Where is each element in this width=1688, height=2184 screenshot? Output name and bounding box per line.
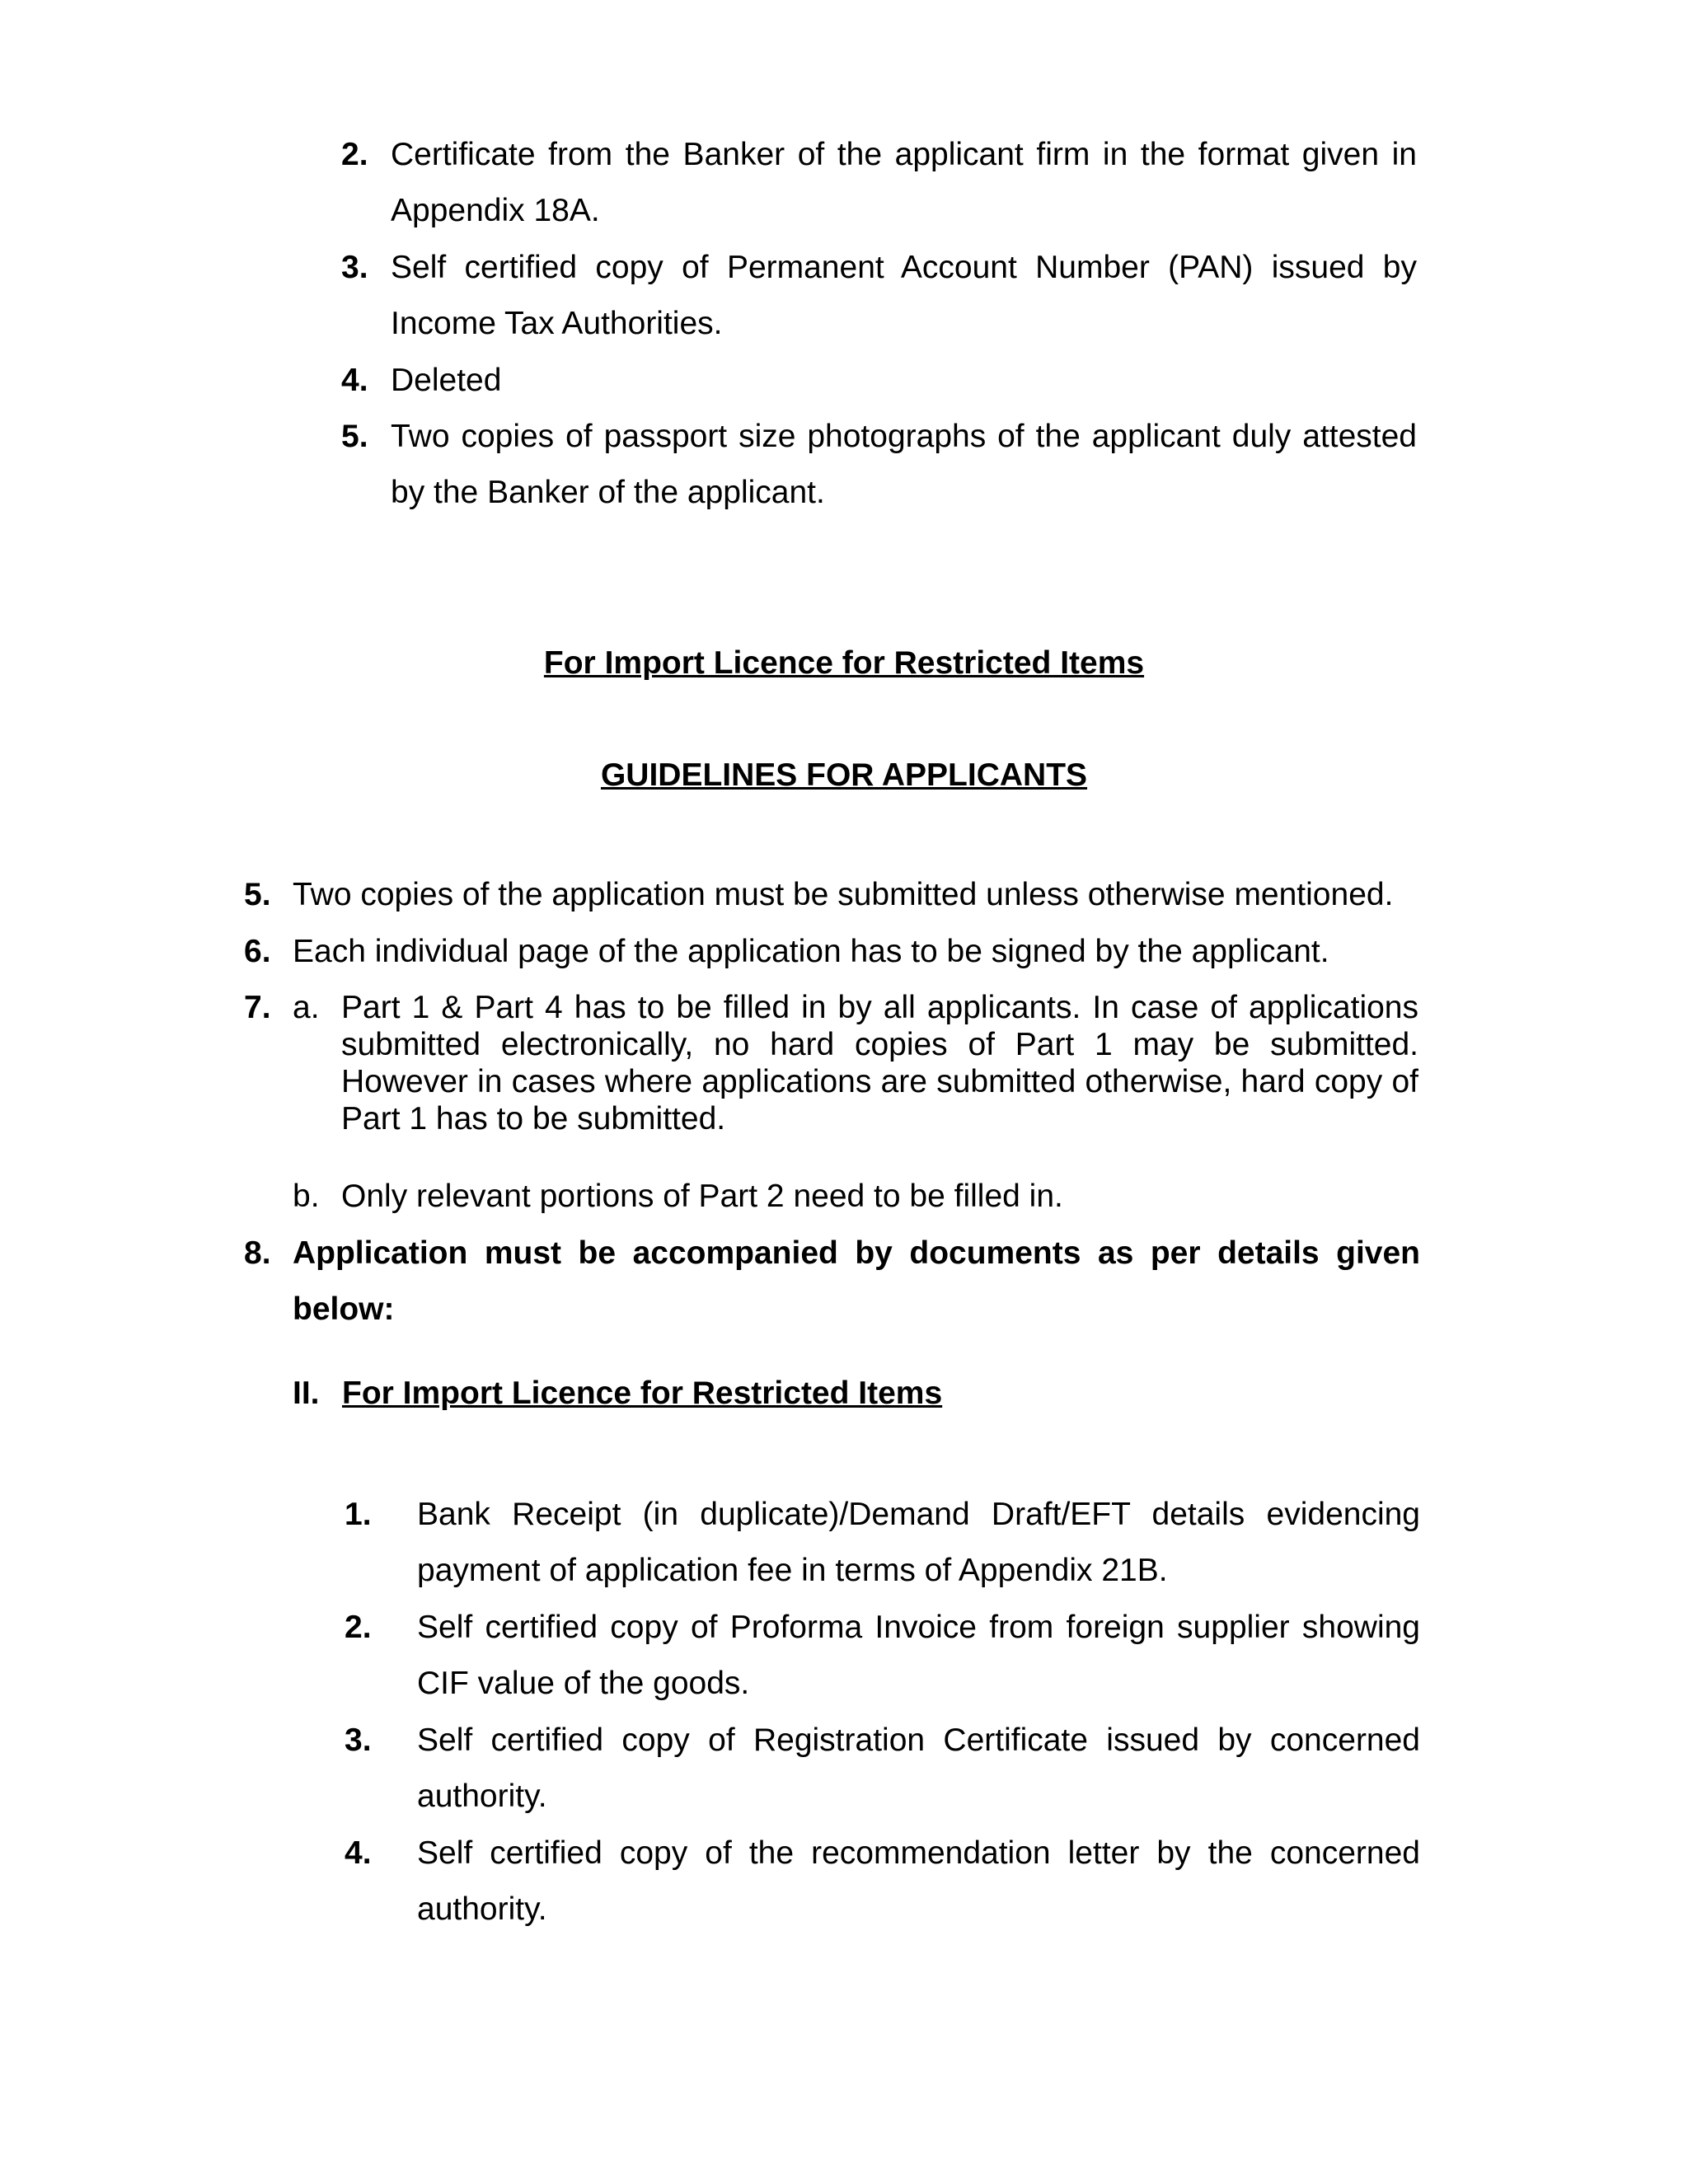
list-number: 3. (341, 250, 368, 285)
list-text: Two copies of the application must be submitted unless otherwise mentioned. (293, 877, 1394, 912)
list-number: 2. (345, 1610, 372, 1645)
list-item (345, 1600, 1424, 1715)
subitem-text: Part 1 & Part 4 has to be filled in by all applicants. In case of applications submitted electronically, no hard copies of Part 1 may be submitted. However in cases where applications are submitted otherwise, hard copy of Part 1 has to be submitted. (341, 990, 1418, 1137)
subitem-label: a. (293, 990, 320, 1025)
guideline-item (244, 924, 1423, 982)
list-item (345, 1825, 1424, 1941)
list-number: 7. (244, 990, 271, 1025)
list-number: 4. (345, 1835, 372, 1871)
list-number: 2. (341, 137, 368, 172)
roman-numeral: II. (293, 1376, 320, 1411)
list-number: 5. (341, 419, 368, 454)
list-number: 4. (341, 363, 368, 398)
list-item (341, 240, 1421, 355)
section-heading: For Import Licence for Restricted Items (543, 645, 1145, 681)
list-text: Deleted (391, 363, 502, 398)
list-number: 3. (345, 1722, 372, 1758)
guidelines-heading: GUIDELINES FOR APPLICANTS (600, 757, 1088, 793)
guideline-subitem (293, 989, 1422, 1137)
list-item (341, 127, 1421, 242)
list-number: 6. (244, 934, 271, 969)
subsection-title: For Import Licence for Restricted Items (342, 1376, 943, 1411)
list-text: Two copies of passport size photographs of the applicant duly attested by the Banker of the applicant. (391, 419, 1417, 510)
list-text: Self certified copy of Registration Certificate issued by concerned authority. (417, 1722, 1420, 1814)
subitem-label: b. (293, 1179, 320, 1214)
guideline-item (244, 1226, 1423, 1341)
guideline-item (244, 867, 1423, 925)
subitem-text: Only relevant portions of Part 2 need to be filled in. (341, 1179, 1063, 1214)
list-item (341, 353, 1421, 410)
list-number: 5. (244, 877, 271, 912)
list-item (345, 1713, 1424, 1828)
list-item (345, 1487, 1424, 1602)
list-number: 1. (345, 1497, 372, 1532)
list-text: Self certified copy of the recommendation letter by the concerned authority. (417, 1835, 1420, 1927)
list-text: Application must be accompanied by documents as per details given below: (293, 1235, 1420, 1327)
list-text: Certificate from the Banker of the applicant firm in the format given in Appendix 18A. (391, 137, 1417, 228)
list-text: Self certified copy of Permanent Account Number (PAN) issued by Income Tax Authorities. (391, 250, 1417, 341)
list-number: 8. (244, 1235, 271, 1271)
guideline-subitem (293, 1169, 1422, 1226)
list-text: Self certified copy of Proforma Invoice from foreign supplier showing CIF value of the goods. (417, 1610, 1420, 1701)
list-text: Bank Receipt (in duplicate)/Demand Draft/EFT details evidencing payment of application fee in terms of Appendix 21B. (417, 1497, 1420, 1588)
list-text: Each individual page of the application has to be signed by the applicant. (293, 934, 1329, 969)
list-item (341, 409, 1421, 524)
subsection-heading (293, 1373, 1117, 1416)
